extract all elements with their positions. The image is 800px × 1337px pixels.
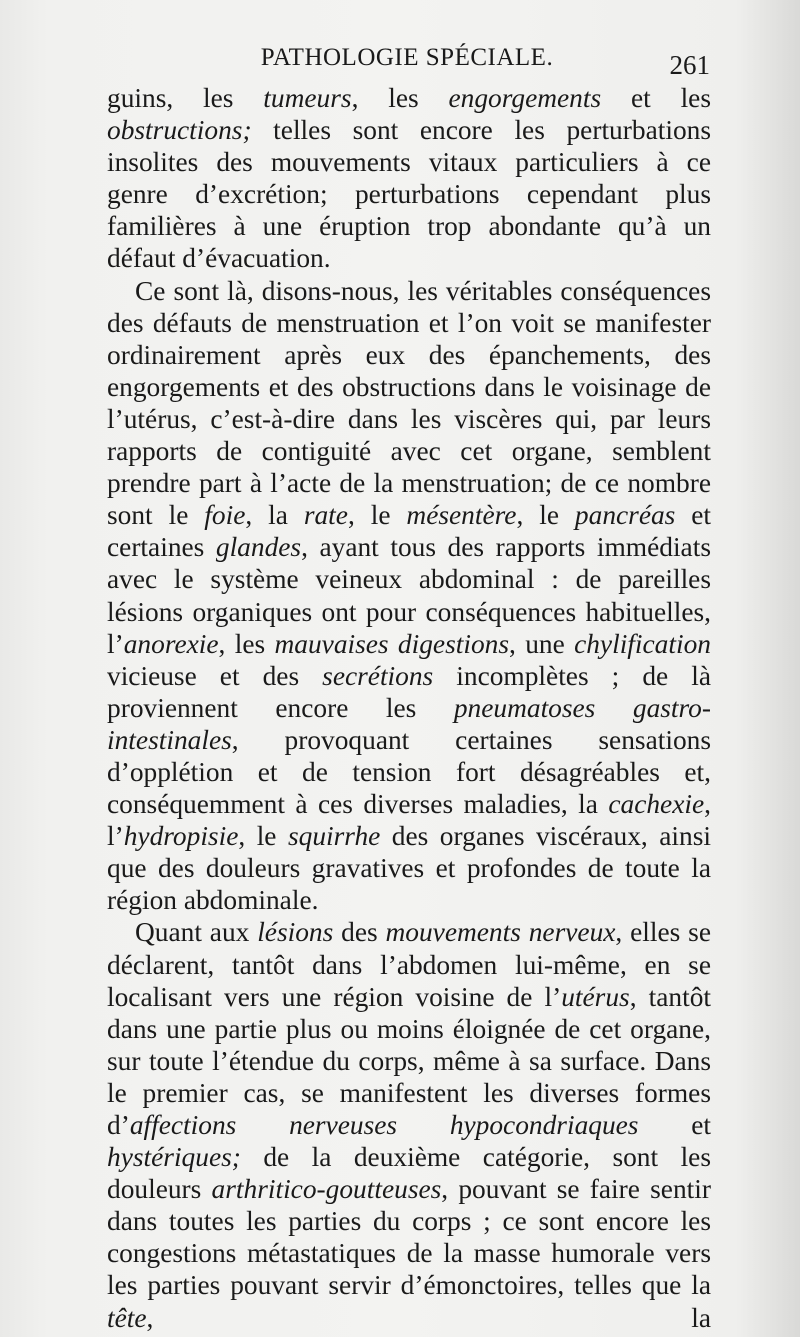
- text-run: , tantôt dans une partie plus ou moins éloignée de cet organe, sur toute l’étendue du corps, même à sa surface. Dans le premier cas, se manifestent les diverses formes d’: [107, 981, 711, 1140]
- italic-term: foie: [204, 500, 246, 531]
- text-run: , les: [351, 83, 449, 113]
- text-run: et certaines: [107, 500, 712, 563]
- italic-term: secrétions: [322, 660, 434, 691]
- paragraph-2: [107, 275, 711, 917]
- italic-term: lésions: [257, 917, 334, 948]
- text-run: , pouvant se faire sentir dans toutes les parties du corps ; ce sont encore les congestions métastatiques de la masse humorale vers les parties pouvant servir d’émonctoires, telles que la: [107, 1174, 711, 1301]
- italic-term: mauvaises digestions: [274, 628, 510, 659]
- text-run: des organes viscéraux, ainsi que des douleurs gravatives et profondes de toute la région abdominale.: [107, 821, 712, 916]
- italic-term: mouvements nerveux: [385, 917, 616, 948]
- text-run: , l’: [107, 789, 711, 852]
- italic-term: affections nerveuses hypocondriaques: [129, 1110, 639, 1140]
- italic-term: rate: [303, 500, 348, 531]
- italic-term: hydropisie: [123, 821, 239, 852]
- paragraph-1: [107, 82, 711, 275]
- italic-term: tête: [107, 1302, 147, 1333]
- italic-term: chylification: [574, 628, 711, 659]
- text-run: , elles se déclarent, tantôt dans l’abdomen lui-même, en se localisant vers une région voisine de l’: [107, 917, 711, 1012]
- italic-term: arthritico-goutteuses: [211, 1174, 442, 1205]
- italic-term: squirrhe: [287, 821, 381, 852]
- text-run: vicieuse et des: [107, 660, 323, 691]
- text-run: et: [638, 1110, 711, 1140]
- italic-term: hystériques;: [107, 1142, 241, 1173]
- italic-term: cachexie: [608, 789, 705, 820]
- page-title: PATHOLOGIE SPÉCIALE.: [260, 44, 554, 71]
- italic-term: pneumatoses gastro-intestinales: [107, 692, 711, 755]
- italic-term: engorgements: [448, 83, 602, 113]
- text-run: , ayant tous des rapports immédiats avec le système veineux abdominal : de pareilles lésions organiques ont pour conséquences habituelles, l’: [107, 532, 711, 659]
- text-run: , la: [245, 500, 304, 531]
- italic-term: anorexie: [123, 628, 219, 659]
- text-run: telles sont encore les perturbations insolites des mouvements vitaux particuliers à ce genre d’excrétion; perturbations cependant plus familières à une éruption trop abondante qu’à un défaut d’évacuation.: [107, 115, 711, 274]
- body-text: [107, 82, 711, 1334]
- text-run: , le: [516, 500, 575, 531]
- page-number: 261: [669, 50, 710, 80]
- text-run: , le: [238, 821, 288, 852]
- italic-term: obstructions;: [107, 115, 252, 146]
- text-run: et les: [601, 83, 712, 113]
- text-run: , la: [146, 1302, 711, 1333]
- italic-term: glandes: [215, 532, 302, 563]
- text-run: des: [333, 917, 386, 948]
- paragraph-3: [107, 916, 711, 1333]
- text-run: , les: [218, 628, 275, 659]
- italic-term: tumeurs: [263, 83, 352, 113]
- text-run: , provoquant certaines sensations d’opplétion et de tension fort désagréables et, conséquemment à ces diverses maladies, la: [107, 724, 711, 820]
- italic-term: utérus: [561, 981, 630, 1012]
- text-run: incomplètes ; de là proviennent encore les: [107, 660, 711, 723]
- text-run: Quant aux: [135, 917, 258, 948]
- text-run: , le: [347, 500, 407, 531]
- text-run: , une: [509, 628, 575, 659]
- text-run: Ce sont là, disons-nous, les véritables conséquences des défauts de menstruation et l’on voit se manifester ordinairement après eux des épanchements, des engorgements et des obstructions dans le voisinage de l’utérus, c’est-à-dire dans les viscères qui, par leurs rapports de contiguité avec cet organe, semblent prendre part à l’acte de la menstruation; de ce nombre sont le: [107, 275, 711, 531]
- text-run: de la deuxième catégorie, sont les douleurs: [107, 1142, 711, 1205]
- italic-term: mésentère: [406, 500, 517, 531]
- italic-term: pancréas: [574, 500, 676, 531]
- running-head: [104, 44, 710, 80]
- text-run: guins, les: [107, 83, 264, 113]
